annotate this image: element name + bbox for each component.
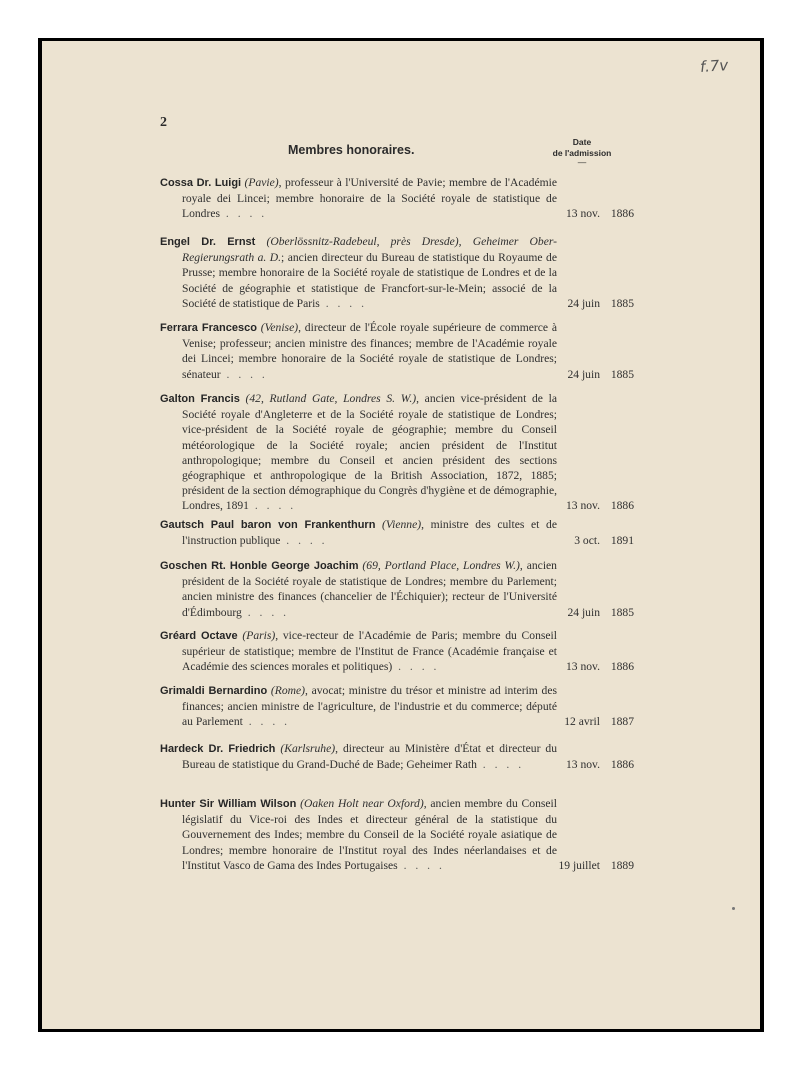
member-entry xyxy=(160,628,634,675)
handwritten-folio-note: f.7v xyxy=(699,56,729,76)
member-description: , ministre des cultes et de l'instruction publique xyxy=(182,518,557,548)
page-number: 2 xyxy=(160,115,167,130)
dot-leader: . . . . xyxy=(319,296,367,310)
dot-leader: . . . . xyxy=(392,660,440,674)
member-description: , ancien vice-président de la Société royale d'Angleterre et de la Société royale de statistique de Londres; vice-président de la Société royale de géographie; membre du Conseil météorologique de la Société royale; ancien président de l'Institut anthropologique; membre du Conseil et ancien président des sections géographique et anthropologique de la British Association, 1872, 1885; président de la section démographique du Congrès d'hygiène et de démographie, Londres, 1891 xyxy=(182,392,557,513)
member-entry xyxy=(160,741,634,772)
stray-mark xyxy=(732,907,735,910)
member-name: Galton Francis xyxy=(160,393,240,405)
admission-date: 13 nov. xyxy=(565,758,600,772)
member-entry xyxy=(160,517,634,548)
admission-year: 1886 xyxy=(610,207,634,221)
document-page xyxy=(42,41,760,1029)
member-description: , professeur à l'Université de Pavie; membre de l'Académie royale dei Lincei; membre honoraire de la Société royale de statistique de Londres xyxy=(182,176,558,221)
member-entry-text xyxy=(160,683,557,730)
member-entry-text xyxy=(160,741,557,772)
member-entry-text xyxy=(160,628,557,675)
member-entry-text xyxy=(160,234,557,311)
admission-date: 24 juin xyxy=(567,367,600,381)
member-name: Hardeck Dr. Friedrich xyxy=(160,743,276,755)
dot-leader: . . . . xyxy=(476,758,525,772)
admission-date: 13 nov. xyxy=(565,660,600,674)
dot-leader: . . . . xyxy=(397,858,445,872)
dot-leader: . . . . xyxy=(248,499,297,513)
member-entry xyxy=(160,320,634,382)
dot-leader: . . . . xyxy=(241,605,290,619)
admission-year: 1885 xyxy=(610,296,634,310)
member-entry-text xyxy=(160,796,557,873)
member-location: (Rome) xyxy=(267,684,305,697)
dot-leader: . . . . xyxy=(220,207,268,221)
admission-date: 19 juillet xyxy=(558,858,600,872)
member-name: Goschen Rt. Honble George Joachim xyxy=(160,560,359,572)
member-description: , directeur de l'École royale supérieure de commerce à Venise; professeur; ancien ministre des finances; membre de l'Académie royale dei Lincei; membre honoraire de la Société royale de statistique de Londres; sénateur xyxy=(182,321,557,381)
member-name: Cossa Dr. Luigi xyxy=(160,177,242,189)
member-name: Hunter Sir William Wilson xyxy=(160,798,297,810)
member-location: (Oaken Holt near Oxford) xyxy=(296,797,424,810)
dot-leader: . . . . xyxy=(242,715,291,729)
member-description: , vice-recteur de l'Académie de Paris; membre du Conseil supérieur de statistique; membre de l'Institut de France (Académie française et Académie des sciences morales et politiques) xyxy=(182,629,557,674)
member-entry xyxy=(160,558,634,620)
date-column-header xyxy=(540,137,624,165)
date-column-dash: — xyxy=(577,157,587,167)
member-location: (Karlsruhe) xyxy=(275,742,336,755)
member-entry-text xyxy=(160,517,557,548)
admission-year: 1886 xyxy=(610,499,634,513)
member-description: , avocat; ministre du trésor et ministre ad interim des finances; ancien ministre de l'agriculture, de l'industrie et du commerce; député au Parlement xyxy=(182,684,557,729)
member-location: (Oberlössnitz-Radebeul, près Dresde), Geheimer Ober-Regierungsrath a. D. xyxy=(182,235,558,265)
admission-year: 1886 xyxy=(610,660,634,674)
admission-date: 13 nov. xyxy=(565,499,600,513)
member-name: Grimaldi Bernardino xyxy=(160,685,268,697)
member-description: , ancien membre du Conseil législatif du Vice-roi des Indes et directeur général de la statistique du Gouvernement des Indes; membre du Conseil de la Société royale asiatique de Londres; membre honoraire de l'Institut royal des Indes néerlandaises et de l'Institut Vasco de Gama des Indes Portugaises xyxy=(182,797,557,872)
member-location: (Vienne) xyxy=(375,518,422,531)
member-name: Engel Dr. Ernst xyxy=(160,236,256,248)
section-title: Membres honoraires. xyxy=(288,143,415,157)
member-entry xyxy=(160,175,634,222)
member-location: (Pavie) xyxy=(241,176,279,189)
admission-year: 1886 xyxy=(610,758,634,772)
member-location: (42, Rutland Gate, Londres S. W.) xyxy=(239,392,417,405)
member-entry-text xyxy=(160,391,557,514)
admission-year: 1885 xyxy=(610,605,634,619)
member-entry xyxy=(160,234,634,311)
member-entry-text xyxy=(160,175,557,222)
member-entry-text xyxy=(160,320,557,382)
member-description: , ancien président de la Société royale de statistique de Londres; membre du Parlement; ancien ministre des finances (chancelier de l'Échiquier); recteur de l'Université d'Édimbourg xyxy=(182,559,557,619)
admission-year: 1891 xyxy=(610,534,634,548)
member-location: (Paris) xyxy=(237,629,276,642)
admission-date: 12 avril xyxy=(564,715,600,729)
member-entry-text xyxy=(160,558,557,620)
member-description: , directeur au Ministère d'État et directeur du Bureau de statistique du Grand-Duché de Bade; Geheimer Rath xyxy=(182,742,557,772)
admission-year: 1885 xyxy=(610,367,634,381)
admission-year: 1889 xyxy=(610,858,634,872)
member-name: Gautsch Paul baron von Frankenthurn xyxy=(160,519,376,531)
date-column-line1: Date xyxy=(572,137,592,147)
admission-date: 13 nov. xyxy=(565,207,600,221)
member-entry xyxy=(160,391,634,514)
member-entry xyxy=(160,796,634,873)
admission-date: 24 juin xyxy=(567,296,600,310)
member-name: Ferrara Francesco xyxy=(160,322,257,334)
dot-leader: . . . . xyxy=(220,367,268,381)
member-entry xyxy=(160,683,634,730)
member-name: Gréard Octave xyxy=(160,630,238,642)
member-description: ; ancien directeur du Bureau de statistique du Royaume de Prusse; membre honoraire de la Société royale de statistique de Londres et de la Société de géographie et statistique de Francfort-sur-le-Mein; associé de la Société de statistique de Paris xyxy=(182,251,557,310)
date-column-line2: de l'admission xyxy=(552,148,612,158)
admission-date: 3 oct. xyxy=(574,534,600,548)
admission-date: 24 juin xyxy=(567,605,600,619)
member-location: (Venise) xyxy=(256,321,299,334)
member-location: (69, Portland Place, Londres W.) xyxy=(358,559,520,572)
dot-leader: . . . . xyxy=(280,534,328,548)
admission-year: 1887 xyxy=(610,715,634,729)
